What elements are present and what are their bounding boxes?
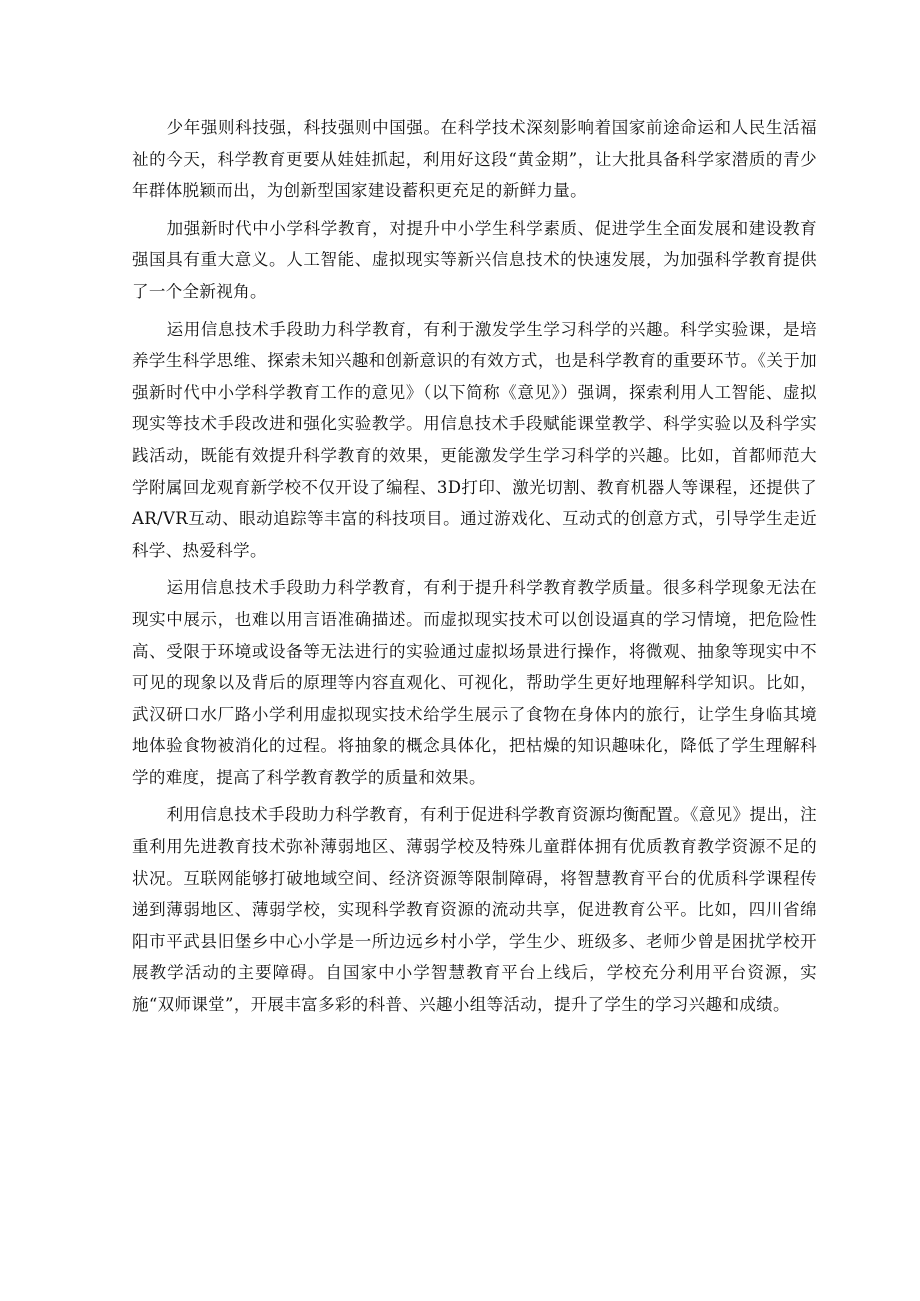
paragraph-1: 少年强则科技强，科技强则中国强。在科学技术深刻影响着国家前途命运和人民生活福祉的今天，科学教育更要从娃娃抓起，利用好这段“黄金期”，让大批具备科学家潜质的青少年群体脱颖而出，为创新型国家建设蓄积更充足的新鲜力量。 bbox=[132, 118, 817, 201]
article-body bbox=[132, 112, 817, 1027]
paragraph-2: 加强新时代中小学科学教育，对提升中小学生科学素质、促进学生全面发展和建设教育强国具有重大意义。人工智能、虚拟现实等新兴信息技术的快速发展，为加强科学教育提供了一个全新视角。 bbox=[132, 218, 817, 301]
paragraph-3: 运用信息技术手段助力科学教育，有利于激发学生学习科学的兴趣。科学实验课，是培养学生科学思维、探索未知兴趣和创新意识的有效方式，也是科学教育的重要环节。《关于加强新时代中小学科学教育工作的意见》（以下简称《意见》）强调，探索利用人工智能、虚拟现实等技术手段改进和强化实验教学。用信息技术手段赋能课堂教学、科学实验以及科学实践活动，既能有效提升科学教育的效果，更能激发学生学习科学的兴趣。比如，首都师范大学附属回龙观育新学校不仅开设了编程、3D打印、激光切割、教育机器人等课程，还提供了AR/VR互动、眼动追踪等丰富的科技项目。通过游戏化、互动式的创意方式，引导学生走近科学、热爱科学。 bbox=[132, 319, 817, 560]
paragraph-5: 利用信息技术手段助力科学教育，有利于促进科学教育资源均衡配置。《意见》提出，注重利用先进教育技术弥补薄弱地区、薄弱学校及特殊儿童群体拥有优质教育教学资源不足的状况。互联网能够打破地域空间、经济资源等限制障碍，将智慧教育平台的优质科学课程传递到薄弱地区、薄弱学校，实现科学教育资源的流动共享，促进教育公平。比如，四川省绵阳市平武县旧堡乡中心小学是一所边远乡村小学，学生少、班级多、老师少曾是困扰学校开展教学活动的主要障碍。自国家中小学智慧教育平台上线后，学校充分利用平台资源，实施“双师课堂”，开展丰富多彩的科普、兴趣小组等活动，提升了学生的学习兴趣和成绩。 bbox=[132, 805, 817, 1015]
paragraph-4: 运用信息技术手段助力科学教育，有利于提升科学教育教学质量。很多科学现象无法在现实中展示，也难以用言语准确描述。而虚拟现实技术可以创设逼真的学习情境，把危险性高、受限于环境或设备等无法进行的实验通过虚拟场景进行操作，将微观、抽象等现实中不可见的现象以及背后的原理等内容直观化、可视化，帮助学生更好地理解科学知识。比如，武汉研口水厂路小学利用虚拟现实技术给学生展示了食物在身体内的旅行，让学生身临其境地体验食物被消化的过程。将抽象的概念具体化，把枯燥的知识趣味化，降低了学生理解科学的难度，提高了科学教育教学的质量和效果。 bbox=[132, 578, 817, 787]
